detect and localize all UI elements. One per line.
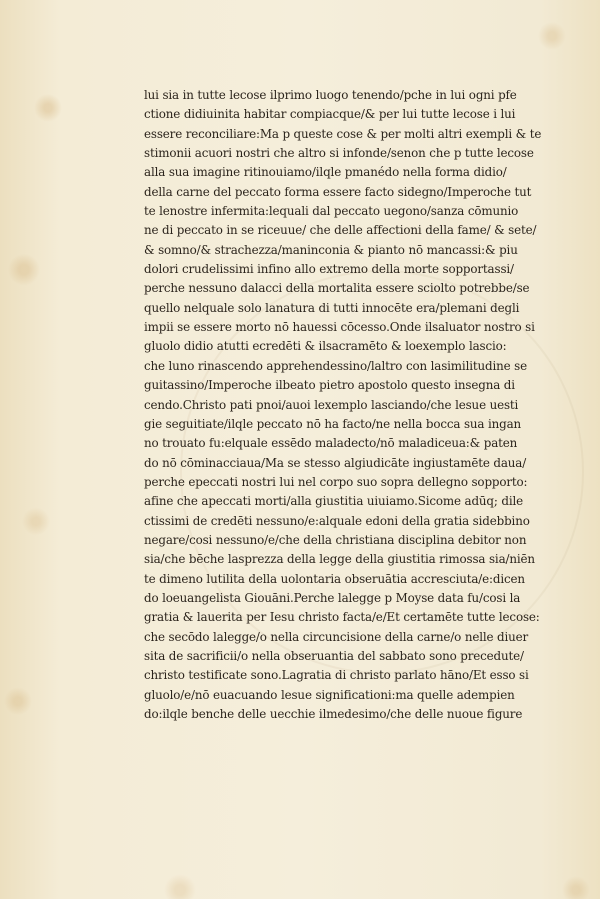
text-line: do nō cōminacciaua/Ma se stesso algiudicāte ingiustamēte daua/: [144, 455, 527, 470]
text-line: alla sua imagine ritinouiamo/ilqle pmanédo nella forma didio/: [144, 165, 507, 180]
text-line: dolori crudelissimi infino allo extremo della morte sopportassi/: [144, 262, 514, 277]
text-line: perche nessuno dalacci della mortalita essere sciolto potrebbe/se: [144, 281, 530, 296]
text-block: [144, 86, 564, 724]
text-line: che luno rinascendo apprehendessino/laltro con lasimilitudine se: [144, 358, 527, 373]
text-line: stimonii acuori nostri che altro si infonde/senon che p tutte lecose: [144, 146, 534, 161]
text-line: che secōdo lalegge/o nella circuncisione della carne/o nelle diuer: [144, 629, 529, 644]
text-line: sia/che bēche lasprezza della legge della giustitia rimossa sia/niēn: [144, 552, 535, 567]
text-line: gie seguitiate/ilqle peccato nō ha facto/ne nella bocca sua ingan: [144, 416, 522, 431]
text-line: perche epeccati nostri lui nel corpo suo sopra dellegno sopporto:: [144, 474, 528, 489]
text-line: guitassino/Imperoche ilbeato pietro apostolo questo insegna di: [144, 378, 515, 393]
text-line: ctione didiuinita habitar compiacque/& per lui tutte lecose i lui: [144, 107, 516, 122]
text-line: della carne del peccato forma essere facto sidegno/Imperoche tut: [144, 184, 532, 199]
text-line: lui sia in tutte lecose ilprimo luogo tenendo/pche in lui ogni pfe: [144, 88, 517, 102]
text-line: gluolo didio atutti ecredēti & ilsacramēto & loexemplo lascio:: [144, 339, 507, 354]
text-line: te dimeno lutilita della uolontaria obseruātia accresciuta/e:dicen: [144, 571, 525, 586]
text-line: ne di peccato in se riceuue/ che delle affectioni della fame/ & sete/: [144, 223, 537, 238]
text-line: afine che apeccati morti/alla giustitia uiuiamo.Sicome adūq; dile: [144, 494, 524, 509]
text-line: negare/cosi nessuno/e/che della christiana disciplina debitor non: [144, 532, 527, 547]
text-line: sita de sacrificii/o nella obseruantia del sabbato sono precedute/: [144, 648, 524, 663]
text-line: quello nelquale solo lanatura di tutti innocēte era/plemani degli: [144, 300, 520, 315]
text-line: no trouato fu:elquale essēdo maladecto/nō maladiceua:& paten: [144, 436, 518, 451]
text-line: & somno/& strachezza/maninconia & pianto nō mancassi:& piu: [144, 242, 518, 257]
text-line: christo testificate sono.Lagratia di christo parlato hāno/Et esso si: [144, 668, 529, 683]
text-line: do loeuangelista Giouāni.Perche lalegge p Moyse data fu/cosi la: [144, 590, 521, 605]
text-line: te lenostre infermita:lequali dal peccato uegono/sanza cōmunio: [144, 204, 519, 219]
text-line: essere reconciliare:Ma p queste cose & per molti altri exempli & te: [144, 126, 542, 141]
text-line: ctissimi de credēti nessuno/e:alquale edoni della gratia sidebbino: [144, 513, 530, 528]
text-line: do:ilqle benche delle uecchie ilmedesimo/che delle nuoue figure: [144, 707, 523, 721]
text-line: gratia & lauerita per Iesu christo facta/e/Et certamēte tutte lecose:: [144, 610, 540, 625]
text-line: gluolo/e/nō euacuando lesue significationi:ma quelle adempien: [144, 687, 515, 702]
text-line: cendo.Christo pati pnoi/auoi lexemplo lasciando/che lesue uesti: [144, 397, 519, 412]
text-line: impii se essere morto nō hauessi cōcesso.Onde ilsaluator nostro si: [144, 320, 535, 335]
